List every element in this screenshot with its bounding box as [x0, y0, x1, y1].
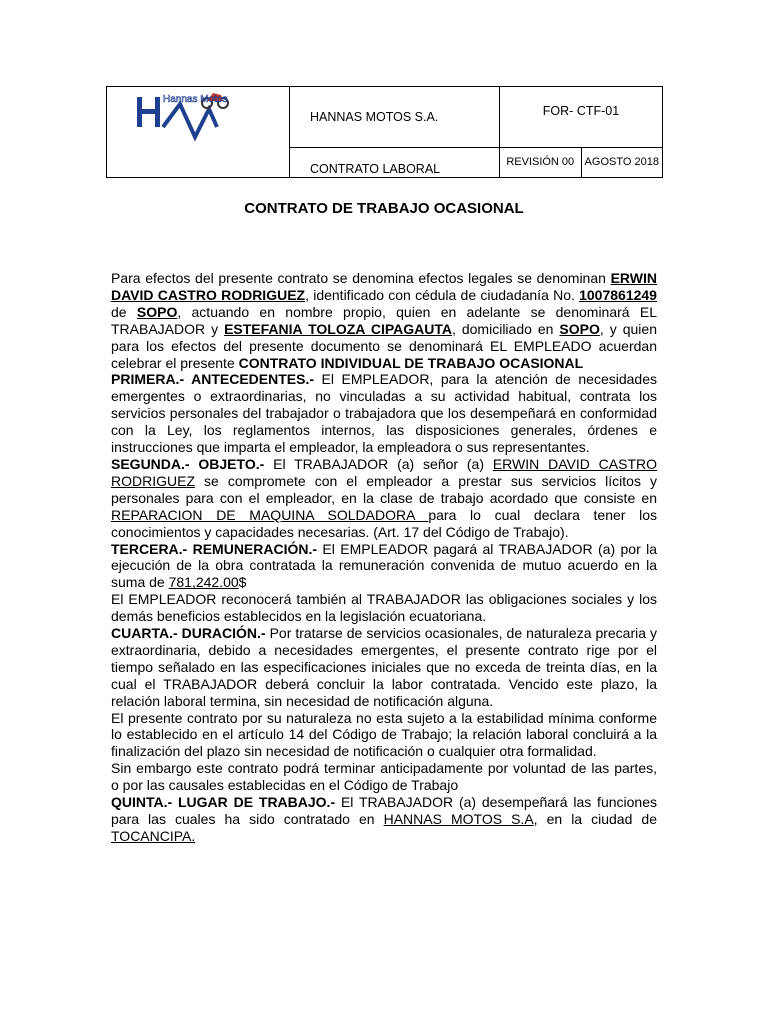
text: , actuando en nombre propio, quien en adelante se denominará EL TRABAJADOR y	[111, 303, 657, 337]
company-name: HANNAS MOTOS S.A.	[290, 87, 500, 148]
document-title: CONTRATO DE TRABAJO OCASIONAL	[244, 200, 524, 217]
logo-cell	[107, 87, 290, 178]
city: SOPO	[136, 303, 178, 320]
revision-number: REVISIÓN 00	[500, 147, 582, 177]
clause-text: Por tratarse de servicios ocasionales, de naturaleza precaria y extraordinaria, debido a necesidades emergentes, el presente contrato rige por el tiempo señalado en las especificaciones iniciales que no exceda de treinta días, en la cual el TRABAJADOR deberá concluir la labor contratada. Vencido este plazo, la relación laboral termina, sin necesidad de notificación alguna.	[111, 625, 658, 709]
document-header-table	[106, 86, 663, 178]
job-description: REPARACION DE MAQUINA SOLDADORA	[111, 506, 429, 523]
clause-heading: CUARTA.- DURACIÓN.-	[111, 625, 266, 642]
contract-name: CONTRATO INDIVIDUAL DE TRABAJO OCASIONAL	[238, 354, 584, 371]
text: , domiciliado en	[452, 320, 560, 337]
clause-heading: SEGUNDA.- OBJETO.-	[111, 455, 265, 472]
id-number: 1007861249	[579, 286, 657, 303]
clause-primera	[111, 371, 657, 456]
contract-body	[111, 270, 657, 845]
text: de	[111, 303, 137, 320]
clause-cuarta-termination: Sin embargo este contrato podrá terminar anticipadamente por voluntad de las partes, o por las causales establecidas en el Código de Trabajo	[111, 760, 657, 794]
clause-cuarta	[111, 625, 657, 710]
clause-text: El TRABAJADOR (a) señor (a)	[264, 455, 493, 472]
clause-text: El EMPLEADOR, para la atención de necesidades emergentes o extraordinarias, no vinculadas a su actividad habitual, contrata los servicios personales del trabajador o trabajadora que los desempeñará en conformidad con la Ley, los reglamentos internos, las disposiciones generales, órdenes e instrucciones que imparta el empleador, la empleadora o sus representantes.	[111, 371, 657, 456]
revision-date: AGOSTO 2018	[581, 147, 663, 177]
logo-text: Hannas Motos	[163, 94, 228, 105]
workplace-city: TOCANCIPA.	[111, 827, 196, 844]
city: SOPO	[559, 320, 600, 337]
text: , y quien para los efectos del presente documento se denominará EL EMPLEADO acuerdan celebrar el presente	[111, 320, 657, 371]
clause-tercera-benefits: El EMPLEADOR reconocerá también al TRABAJADOR las obligaciones sociales y los demás beneficios establecidos en la legislación ecuatoriana.	[111, 591, 657, 625]
clause-heading: QUINTA.- LUGAR DE TRABAJO.-	[111, 794, 336, 811]
company-logo	[135, 89, 265, 144]
currency-symbol: $	[238, 574, 247, 591]
clause-heading: PRIMERA.- ANTECEDENTES.-	[111, 371, 315, 388]
clause-text: , en la ciudad de	[533, 811, 657, 827]
clause-cuarta-stability: El presente contrato por su naturaleza no esta sujeto a la estabilidad mínima conforme lo establecido en el artículo 14 del Código de Trabajo; la relación laboral concluirá a la finalización del plazo sin necesidad de notificación o cualquier otra formalidad.	[111, 709, 657, 760]
salary-amount: 781,242.00	[168, 574, 239, 591]
clause-heading: TERCERA.- REMUNERACIÓN.-	[111, 540, 318, 557]
clause-text: para lo cual declara tener los conocimientos y capacidades necesarias. (Art. 17 del Código de Trabajo).	[111, 506, 657, 540]
text: Para efectos del presente contrato se denomina efectos legales se denominan	[111, 270, 611, 286]
clause-segunda	[111, 456, 657, 541]
clause-text: se compromete con el empleador a prestar sus servicios lícitos y personales para con el empleador, en la clase de trabajo acordado que consiste en	[111, 472, 657, 506]
document-code: FOR- CTF-01	[500, 87, 663, 148]
clause-tercera	[111, 541, 657, 592]
document-type: CONTRATO LABORAL	[290, 147, 500, 177]
worker-name: ERWIN DAVID CASTRO RODRIGUEZ	[111, 455, 658, 489]
intro-paragraph	[111, 270, 657, 371]
clause-text: El TRABAJADOR (a) desempeñará las funciones para las cuales ha sido contratado en	[111, 794, 657, 827]
text: , identificado con cédula de ciudadanía No.	[305, 286, 580, 303]
workplace-company: HANNAS MOTOS S.A	[383, 811, 534, 827]
clause-text: El EMPLEADOR pagará al TRABAJADOR (a) por la ejecución de la obra contratada la remuneración convenida de mutuo acuerdo en la suma de	[111, 540, 657, 591]
employer-name: ESTEFANIA TOLOZA CIPAGAUTA	[224, 320, 452, 337]
worker-name: ERWIN DAVID CASTRO RODRIGUEZ	[111, 270, 657, 303]
clause-quinta	[111, 794, 657, 845]
